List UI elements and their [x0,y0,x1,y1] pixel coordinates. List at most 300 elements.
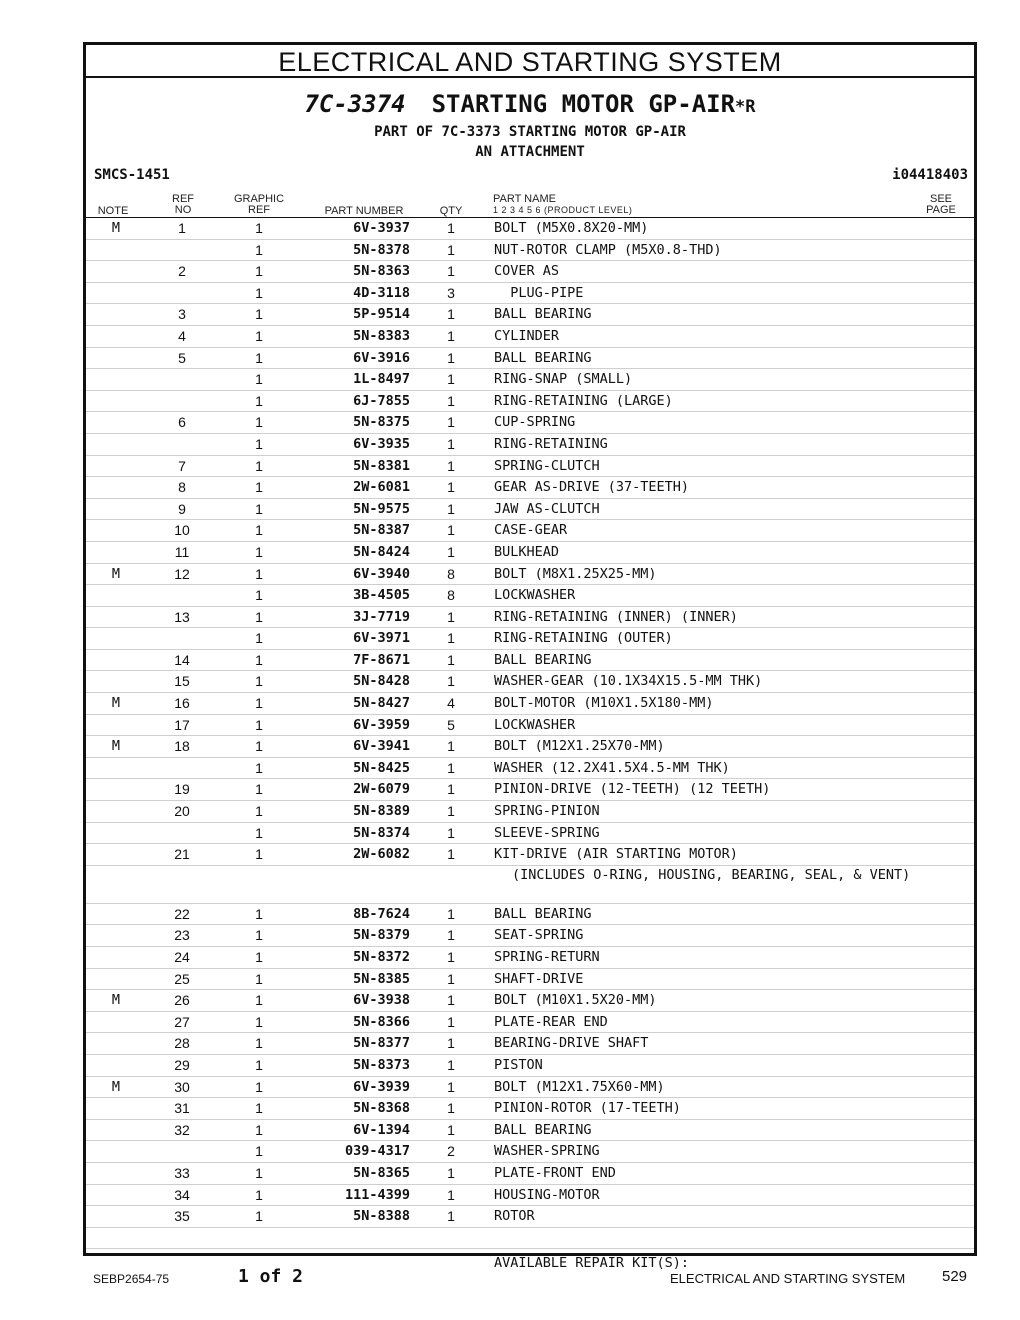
cell-graphic: 1 [255,1121,263,1138]
cell-graphic: 1 [255,803,263,820]
cell-name: JAW AS-CLUTCH [494,500,600,517]
cell-name: BALL BEARING [494,349,592,366]
cell-part: 5N-8363 [353,263,410,280]
cell-name: BEARING-DRIVE SHAFT [494,1035,649,1052]
attachment-line: AN ATTACHMENT [475,144,585,160]
cell-qty: 1 [447,392,455,409]
cell-name: BOLT (M12X1.75X60-MM) [494,1078,665,1095]
cell-part: 6V-3959 [353,716,410,733]
cell-name: BALL BEARING [494,1121,592,1138]
cell-ref: 14 [174,651,190,668]
cell-name: COVER AS [494,263,560,280]
table-row [86,218,974,240]
cell-graphic: 1 [255,327,263,344]
table-row [86,801,974,823]
cell-graphic: 1 [255,284,263,301]
table-row [86,969,974,991]
header-ref-top: REF [172,193,194,205]
cell-graphic: 1 [255,992,263,1009]
table-row [86,758,974,780]
table-row [86,671,974,693]
cell-part: 039-4317 [344,1143,410,1160]
cell-qty: 1 [447,479,455,496]
cell-name: BOLT (M8X1.25X25-MM) [494,565,657,582]
table-row [86,391,974,413]
cell-name: PINION-DRIVE (12-TEETH) (12 TEETH) [494,781,771,798]
cell-name: HOUSING-MOTOR [494,1186,600,1203]
cell-qty: 1 [447,1056,455,1073]
cell-graphic: 1 [255,824,263,841]
table-row [86,261,974,283]
footer-doc-id: SEBP2654-75 [93,1272,170,1286]
table-row [86,693,974,715]
cell-ref: 31 [174,1100,190,1117]
cell-graphic: 1 [255,543,263,560]
cell-qty: 2 [447,1143,455,1160]
cell-part: 5N-8377 [353,1035,410,1052]
cell-part: 5N-8378 [353,241,410,258]
cell-qty: 1 [447,992,455,1009]
cell-part: 6V-3939 [353,1078,410,1095]
cell-graphic: 1 [255,1208,263,1225]
cell-name: CASE-GEAR [494,522,568,539]
part-of-line: PART OF 7C-3373 STARTING MOTOR GP-AIR [374,124,686,140]
header-graphic-bottom: REF [248,204,270,216]
cell-ref: 1 [178,220,186,236]
cell-name: BOLT (M5X0.8X20-MM) [494,220,649,236]
cell-name: RING-RETAINING (LARGE) [494,392,673,409]
cell-graphic: 1 [255,1056,263,1073]
header-part-name [493,194,632,216]
cell-part: 6V-3971 [353,630,410,647]
table-row [86,1206,974,1228]
cell-part: 5N-8374 [353,824,410,841]
table-row [86,925,974,947]
cell-name: KIT-DRIVE (AIR STARTING MOTOR) [494,846,738,863]
table-row [86,715,974,737]
cell-qty: 1 [447,414,455,431]
group-part-number: 7C-3374 [304,90,406,118]
table-row [86,1163,974,1185]
cell-part: 6V-3941 [353,738,410,755]
cell-part: 5P-9514 [353,306,410,323]
footer-section: ELECTRICAL AND STARTING SYSTEM [670,1271,906,1286]
cell-ref: 16 [174,695,190,712]
cell-ref: 11 [174,543,190,560]
cell-part: 6V-1394 [353,1121,410,1138]
cell-qty: 5 [447,716,455,733]
cell-graphic: 1 [255,651,263,668]
header-see-page [906,194,976,216]
cell-graphic: 1 [255,1164,263,1181]
cell-part: 5N-8388 [353,1208,410,1225]
cell-graphic: 1 [255,522,263,539]
cell-part: 6J-7855 [353,392,410,409]
cell-name: CYLINDER [494,327,560,344]
cell-ref: 32 [174,1121,190,1138]
table-row [86,456,974,478]
cell-ref: 8 [178,479,186,496]
cell-part: 5N-8373 [353,1056,410,1073]
page-footer [0,1266,1020,1290]
table-row [86,542,974,564]
cell-qty: 1 [447,1013,455,1030]
cell-graphic: 1 [255,905,263,922]
cell-qty: 1 [447,371,455,388]
table-row [86,348,974,370]
cell-part: 4D-3118 [353,284,410,301]
header-note: NOTE [97,205,129,217]
header-see-top: SEE [929,193,952,205]
cell-name: BULKHEAD [494,543,560,560]
table-row [86,947,974,969]
cell-qty: 1 [447,1164,455,1181]
cell-name: RING-RETAINING [494,435,608,452]
cell-graphic: 1 [255,1035,263,1052]
cell-name: RING-RETAINING (OUTER) [494,630,673,647]
cell-ref: 23 [174,927,190,944]
table-row [86,434,974,456]
cell-qty: 1 [447,457,455,474]
cell-name: BALL BEARING [494,905,592,922]
table-row [86,564,974,586]
table-row [86,1012,974,1034]
cell-qty: 1 [447,781,455,798]
cell-part: 111-4399 [344,1186,410,1203]
cell-ref: 5 [178,349,186,366]
cell-note: M [111,992,121,1009]
smcs-code: SMCS-1451 [94,167,170,183]
cell-qty: 1 [447,1186,455,1203]
cell-name: WASHER-GEAR (10.1X34X15.5-MM THK) [494,673,763,690]
cell-graphic: 1 [255,738,263,755]
cell-name: PLATE-FRONT END [494,1164,616,1181]
cell-ref: 17 [174,716,190,733]
cell-part: 5N-8365 [353,1164,410,1181]
cell-part: 6V-3938 [353,992,410,1009]
cell-qty: 8 [447,565,455,582]
table-row [86,1141,974,1163]
cell-ref: 18 [174,738,190,755]
cell-part: 5N-8389 [353,803,410,820]
table-row [86,779,974,801]
table-row [86,477,974,499]
cell-name: BOLT-MOTOR (M10X1.5X180-MM) [494,695,714,712]
cell-graphic: 1 [255,1100,263,1117]
cell-qty: 1 [447,824,455,841]
cell-qty: 1 [447,306,455,323]
cell-ref: 7 [178,457,186,474]
cell-name: SPRING-RETURN [494,949,600,965]
cell-part: 5N-9575 [353,500,410,517]
cell-name: LOCKWASHER [494,587,576,604]
cell-name: NUT-ROTOR CLAMP (M5X0.8-THD) [494,241,722,258]
table-row [86,585,974,607]
table-row [86,520,974,542]
cell-name: PLUG-PIPE [494,284,584,301]
cell-part: 3B-4505 [353,587,410,604]
table-row [86,823,974,845]
footer-page-of: 1 of 2 [238,1266,304,1287]
cell-part: 5N-8424 [353,543,410,560]
cell-ref: 26 [174,992,190,1009]
cell-part: 6V-3940 [353,565,410,582]
header-product-levels: 1 2 3 4 5 6 (PRODUCT LEVEL) [493,205,633,215]
cell-ref: 33 [174,1164,190,1181]
header-ref-bottom: NO [174,204,192,216]
cell-part: 5N-8375 [353,414,410,431]
cell-ref: 22 [174,905,190,922]
header-qty: QTY [439,205,463,217]
cell-note: M [111,695,121,712]
cell-part: 5N-8368 [353,1100,410,1117]
cell-ref: 10 [174,522,190,539]
cell-qty: 1 [447,949,455,965]
cell-name: ROTOR [494,1208,535,1225]
cell-ref: 2 [178,263,186,280]
cell-qty: 1 [447,1078,455,1095]
cell-graphic: 1 [255,695,263,712]
cell-qty: 1 [447,349,455,366]
cell-graphic: 1 [255,435,263,452]
parts-table [86,218,974,1274]
cell-graphic: 1 [255,263,263,280]
cell-graphic: 1 [255,927,263,944]
cell-ref: 12 [174,565,190,582]
cell-note: M [111,220,121,236]
table-row [86,369,974,391]
cell-part: 5N-8366 [353,1013,410,1030]
cell-part: 6V-3916 [353,349,410,366]
table-row [86,628,974,650]
cell-qty: 1 [447,435,455,452]
cell-ref: 24 [174,949,190,965]
parts-list-frame [83,42,977,1272]
cell-graphic: 1 [255,220,263,236]
header-part-name-label: PART NAME [493,193,556,205]
cell-qty: 1 [447,1121,455,1138]
table-row [86,412,974,434]
cell-qty: 1 [447,651,455,668]
cell-graphic: 1 [255,1143,263,1160]
table-row [86,736,974,758]
cell-ref: 4 [178,327,186,344]
table-row-note [86,866,974,904]
cell-qty: 1 [447,759,455,776]
cell-ref: 30 [174,1078,190,1095]
cell-graphic: 1 [255,587,263,604]
cell-graphic: 1 [255,1186,263,1203]
cell-name: CUP-SPRING [494,414,576,431]
cell-part: 7F-8671 [353,651,410,668]
cell-ref: 13 [174,608,190,625]
cell-graphic: 1 [255,970,263,987]
cell-ref: 28 [174,1035,190,1052]
cell-qty: 1 [447,263,455,280]
cell-ref: 35 [174,1208,190,1225]
cell-part: 5N-8425 [353,759,410,776]
cell-part: 6V-3935 [353,435,410,452]
cell-qty: 1 [447,803,455,820]
cell-qty: 1 [447,327,455,344]
cell-qty: 1 [447,500,455,517]
cell-qty: 1 [447,905,455,922]
cell-qty: 4 [447,695,455,712]
cell-ref: 27 [174,1013,190,1030]
table-row [86,1185,974,1207]
table-row [86,607,974,629]
table-row [86,1077,974,1099]
cell-graphic: 1 [255,949,263,965]
cell-part: 5N-8379 [353,927,410,944]
table-row [86,990,974,1012]
cell-name: SPRING-PINION [494,803,600,820]
cell-ref: 9 [178,500,186,517]
cell-name: BOLT (M12X1.25X70-MM) [494,738,665,755]
cell-graphic: 1 [255,781,263,798]
cell-graphic: 1 [255,565,263,582]
cell-graphic: 1 [255,457,263,474]
cell-qty: 1 [447,846,455,863]
cell-graphic: 1 [255,241,263,258]
table-row [86,904,974,926]
cell-qty: 1 [447,543,455,560]
table-row [86,326,974,348]
cell-name: WASHER-SPRING [494,1143,600,1160]
cell-name: BALL BEARING [494,306,592,323]
cell-part: 5N-8372 [353,949,410,965]
cell-graphic: 1 [255,1013,263,1030]
column-headers [86,192,974,218]
cell-qty: 8 [447,587,455,604]
illustration-id: i04418403 [892,167,968,183]
cell-part: 8B-7624 [353,905,410,922]
kit-includes-note: (INCLUDES O-RING, HOUSING, BEARING, SEAL, & VENT) [512,866,911,883]
cell-part: 2W-6079 [353,781,410,798]
footer-page-number: 529 [942,1268,968,1285]
cell-part: 2W-6081 [353,479,410,496]
group-title-line [86,89,974,122]
cell-name: WASHER (12.2X41.5X4.5-MM THK) [494,759,730,776]
cell-ref: 21 [174,846,190,863]
cell-qty: 1 [447,927,455,944]
cell-ref: 20 [174,803,190,820]
cell-graphic: 1 [255,349,263,366]
cell-part: 3J-7719 [353,608,410,625]
cell-graphic: 1 [255,371,263,388]
header-graphic-ref [226,194,292,216]
cell-qty: 1 [447,673,455,690]
cell-part: 5N-8381 [353,457,410,474]
cell-part: 1L-8497 [353,371,410,388]
cell-qty: 1 [447,608,455,625]
cell-ref: 3 [178,306,186,323]
section-title: ELECTRICAL AND STARTING SYSTEM [86,45,974,78]
cell-ref: 34 [174,1186,190,1203]
cell-graphic: 1 [255,846,263,863]
cell-ref: 6 [178,414,186,431]
table-row [86,1098,974,1120]
cell-qty: 1 [447,1208,455,1225]
cell-graphic: 1 [255,716,263,733]
cell-qty: 1 [447,1035,455,1052]
cell-name: PINION-ROTOR (17-TEETH) [494,1100,681,1117]
cell-name: SLEEVE-SPRING [494,824,600,841]
cell-qty: 1 [447,970,455,987]
header-ref-no [163,194,203,216]
cell-part: 6V-3937 [353,220,410,236]
cell-graphic: 1 [255,306,263,323]
cell-note: M [111,738,121,755]
cell-name: SEAT-SPRING [494,927,584,944]
cell-graphic: 1 [255,630,263,647]
cell-part: 2W-6082 [353,846,410,863]
cell-ref: 29 [174,1056,190,1073]
cell-name: BOLT (M10X1.5X20-MM) [494,992,657,1009]
cell-graphic: 1 [255,479,263,496]
cell-name: SHAFT-DRIVE [494,970,584,987]
cell-qty: 1 [447,522,455,539]
cell-part: 5N-8427 [353,695,410,712]
cell-graphic: 1 [255,673,263,690]
cell-qty: 1 [447,738,455,755]
table-row [86,1055,974,1077]
table-row [86,240,974,262]
cell-name: PLATE-REAR END [494,1013,608,1030]
cell-ref: 19 [174,781,190,798]
cell-ref: 25 [174,970,190,987]
cell-note: M [111,565,121,582]
cell-name: SPRING-CLUTCH [494,457,600,474]
table-row [86,499,974,521]
header-see-bottom: PAGE [926,204,956,216]
cell-part: 5N-8428 [353,673,410,690]
table-row [86,1033,974,1055]
cell-name: LOCKWASHER [494,716,576,733]
cell-qty: 1 [447,220,455,236]
cell-qty: 1 [447,241,455,258]
table-row [86,304,974,326]
table-row [86,1120,974,1142]
group-heading [86,89,974,162]
cell-name: PISTON [494,1056,543,1073]
cell-name: GEAR AS-DRIVE (37-TEETH) [494,479,690,496]
cell-qty: 1 [447,630,455,647]
cell-part: 5N-8387 [353,522,410,539]
cell-part: 5N-8383 [353,327,410,344]
repair-kits-label: AVAILABLE REPAIR KIT(S): [494,1255,690,1272]
cell-graphic: 1 [255,759,263,776]
cell-graphic: 1 [255,1078,263,1095]
cell-ref: 15 [174,673,190,690]
table-row [86,844,974,866]
cell-graphic: 1 [255,500,263,517]
cell-graphic: 1 [255,608,263,625]
group-title-suffix: *R [735,97,756,117]
cell-graphic: 1 [255,392,263,409]
group-title: STARTING MOTOR GP-AIR [431,90,736,118]
cell-name: RING-SNAP (SMALL) [494,371,633,388]
cell-part: 5N-8385 [353,970,410,987]
header-graphic-top: GRAPHIC [233,193,285,205]
table-row-empty [86,1228,974,1250]
header-part-number: PART NUMBER [324,205,404,217]
cell-qty: 3 [447,284,455,301]
cell-name: RING-RETAINING (INNER) (INNER) [494,608,738,625]
cell-qty: 1 [447,1100,455,1117]
table-row [86,650,974,672]
cell-note: M [111,1078,121,1095]
